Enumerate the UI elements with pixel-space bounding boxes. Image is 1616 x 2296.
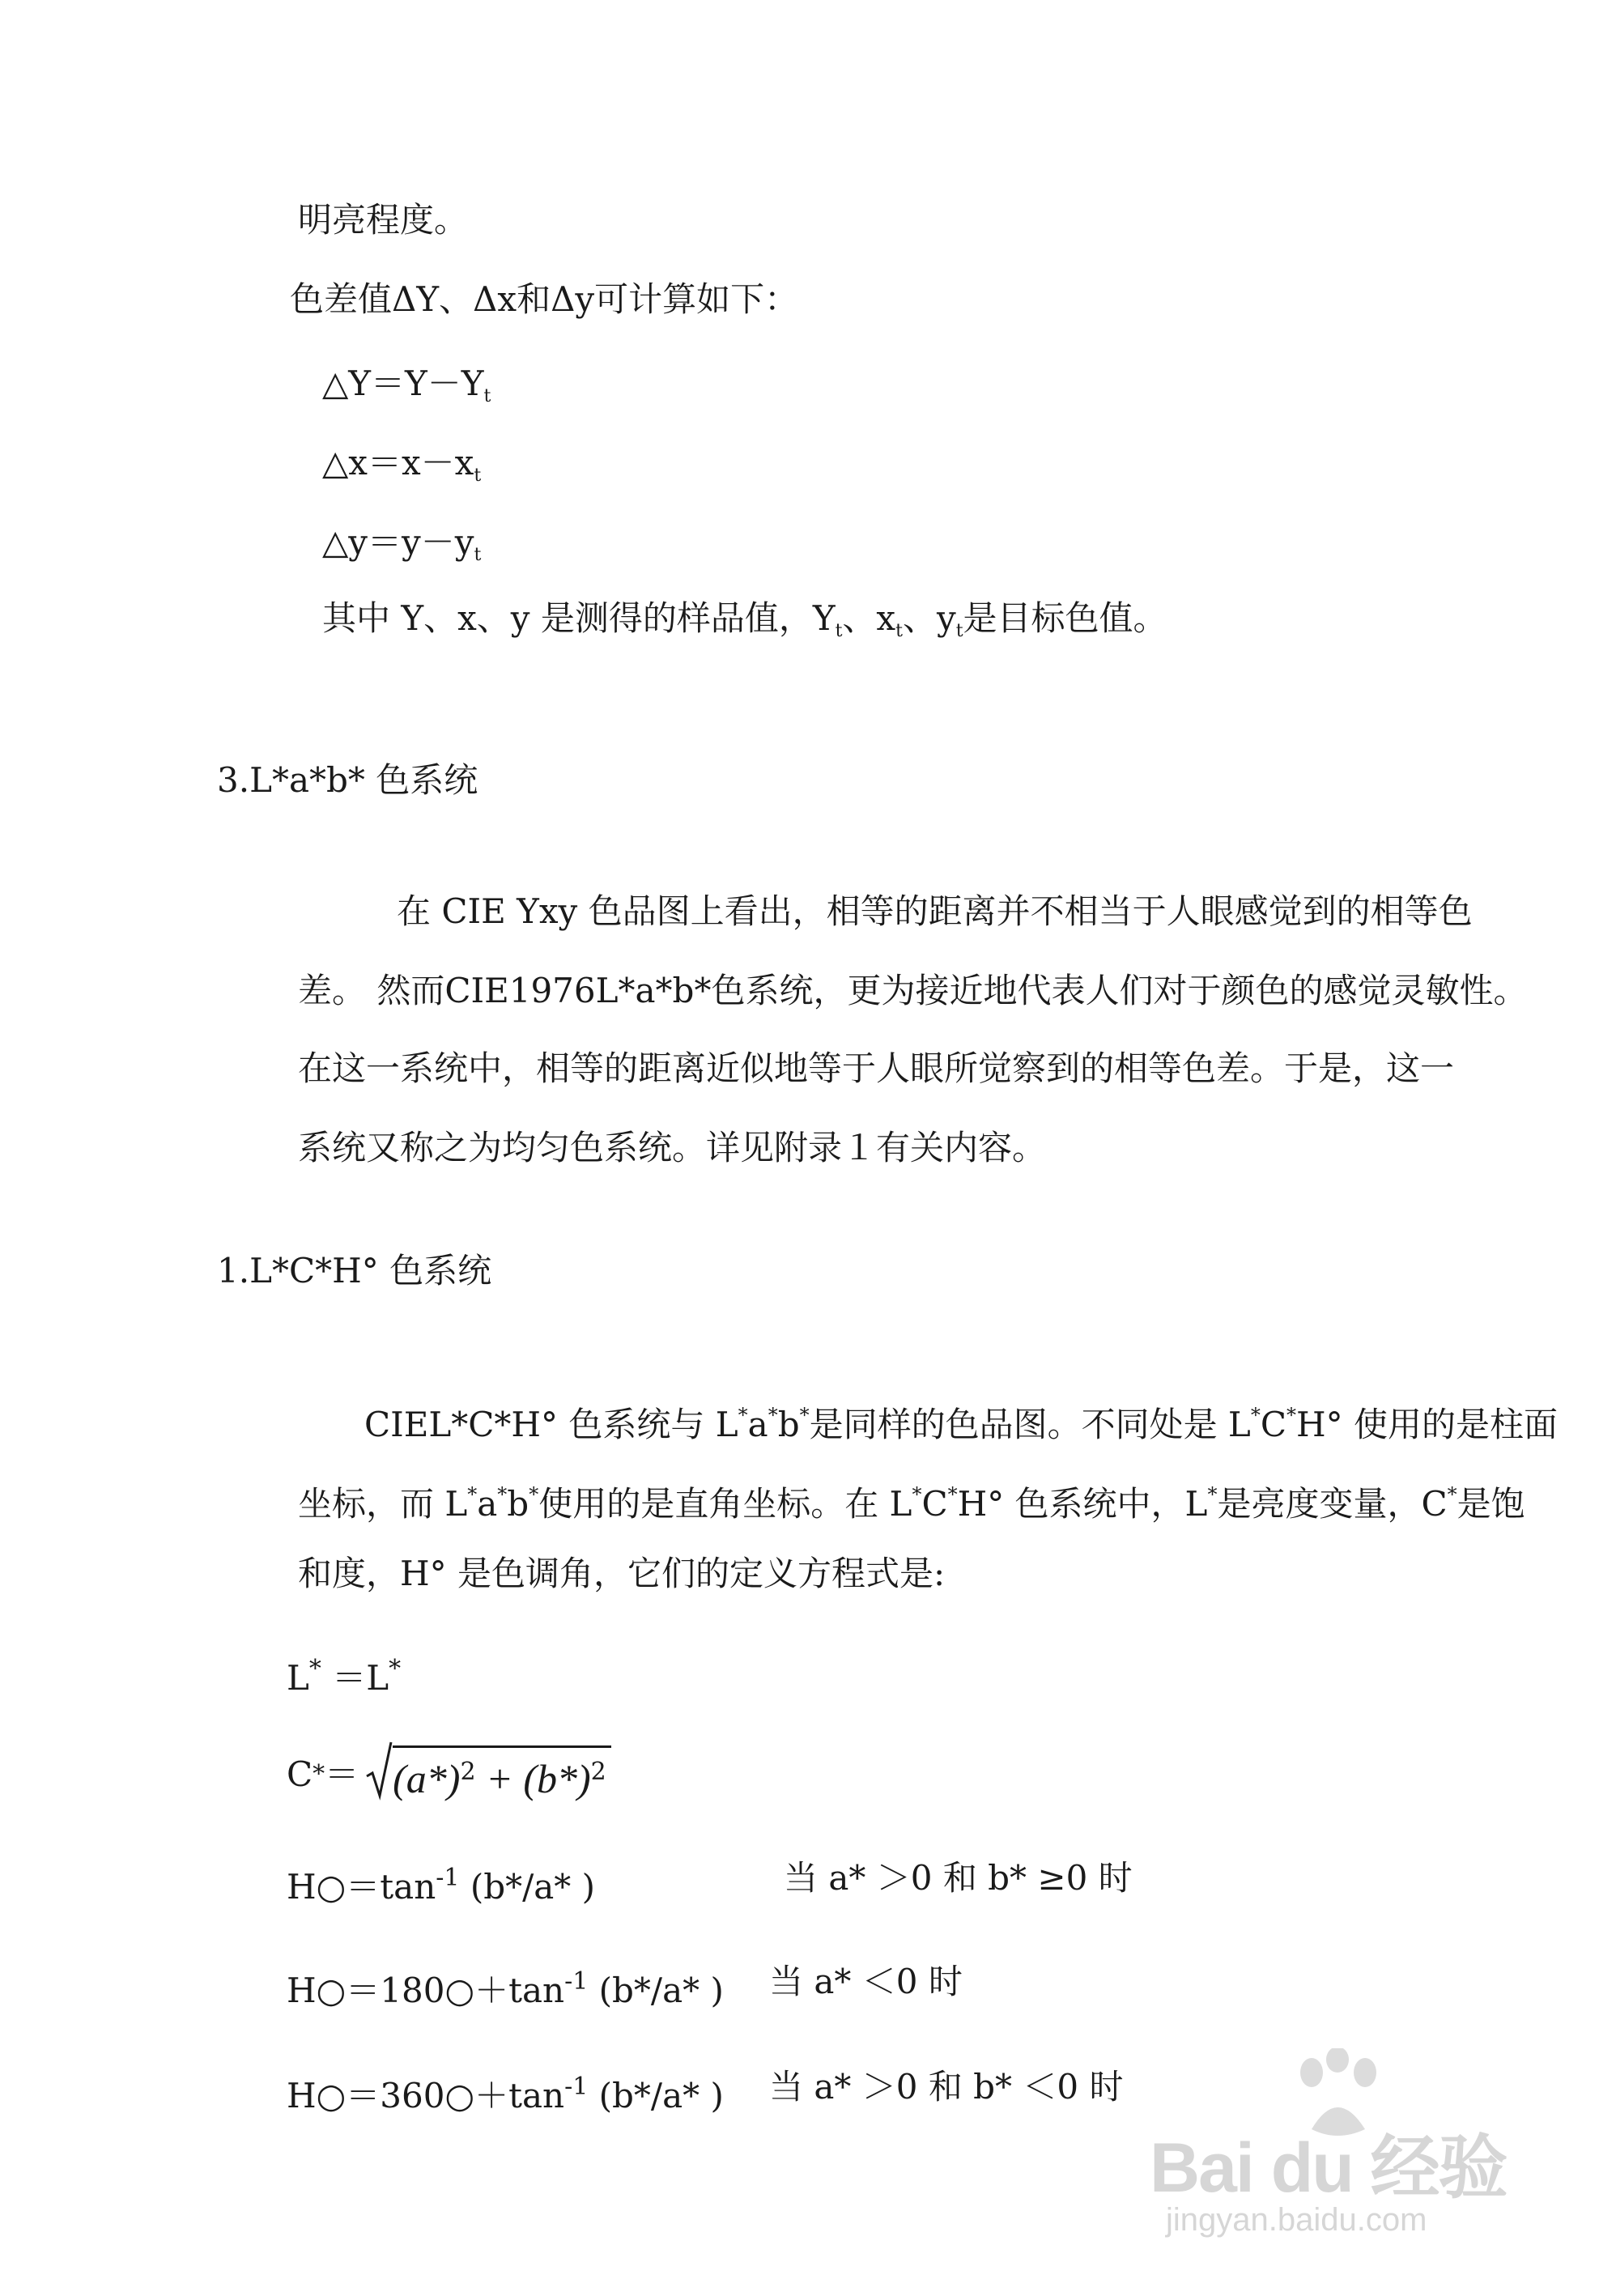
watermark-url: jingyan.baidu.com [1166,2202,1427,2238]
equation-delta-x: $\triangle x=x-x_t$ [322,443,482,486]
sqrt-radical [365,1745,611,1804]
text-line-sample-note: 其中 Y、x、y 是测得的样品值，$Y_t$、$x_t$、$y_t$是目标色值。 [322,598,1167,641]
radicand: $(a*)^2 + (b*)^2$ [393,1745,611,1804]
radical-sign [365,1741,393,1801]
equation-H-case-3: $H○=360○+\tan^{-1}$ (b*/a* ) [287,2073,724,2115]
paragraph-lch-line-3: 和度，H° 是色调角，它们的定义方程式是: [298,1554,946,1593]
condition-H-case-3: 当 a* ＞0 和 b* ＜0 时 [769,2067,1124,2107]
condition-H-case-2: 当 a* ＜0 时 [769,1962,963,2001]
paragraph-lab-line-2: 差。 然而CIE1976L*a*b*色系统，更为接近地代表人们对于颜色的感觉灵敏性。 [298,971,1528,1010]
equation-H-case-2: $H○=180○+\tan^{-1}$ (b*/a* ) [287,1967,724,2010]
paragraph-lab-line-3: 在这一系统中，相等的距离近似地等于人眼所觉察到的相等色差。于是，这一 [298,1048,1455,1088]
condition-H-case-1: 当 a* ＞0 和 b* ≥0 时 [784,1858,1133,1898]
paragraph-lch-line-2: 坐标，而 L*a*b*使用的是直角坐标。在 L*C*H° 色系统中，L*是亮度变量，C*是饱 [298,1483,1525,1524]
equation-delta-Y: $\triangle Y=Y-Y_t$ [322,364,491,406]
equation-L: L* ＝L* [287,1655,402,1698]
equation-C: C * ＝ $(a*)^2 + (b*)^2$ [287,1745,611,1804]
paragraph-lch-line-1: CIEL*C*H° 色系统与 L*a*b*是同样的色品图。不同处是 L*C*H° 使用的是柱面 [364,1404,1558,1444]
equation-H-case-1: $H○=\tan^{-1}$ (b*/a* ) [287,1864,596,1907]
section-heading-lab: 3.L*a*b* 色系统 [217,760,478,800]
text-line-brightness: 明亮程度。 [298,200,469,240]
section-heading-lch: 1.L*C*H° 色系统 [217,1251,492,1290]
paragraph-lab-line-4: 系统又称之为均匀色系统。详见附录１有关内容。 [298,1128,1047,1167]
text-line-color-diff-intro: 色差值ΔY、Δx和Δy可计算如下： [290,279,799,319]
equation-delta-y: $\triangle y=y-y_t$ [322,522,482,565]
watermark-brand: Bai du 经验 [1150,2129,1507,2207]
baidu-watermark [1142,2048,1530,2243]
paragraph-lab-line-1: 在 CIE Yxy 色品图上看出，相等的距离并不相当于人眼感觉到的相等色 [397,891,1473,931]
